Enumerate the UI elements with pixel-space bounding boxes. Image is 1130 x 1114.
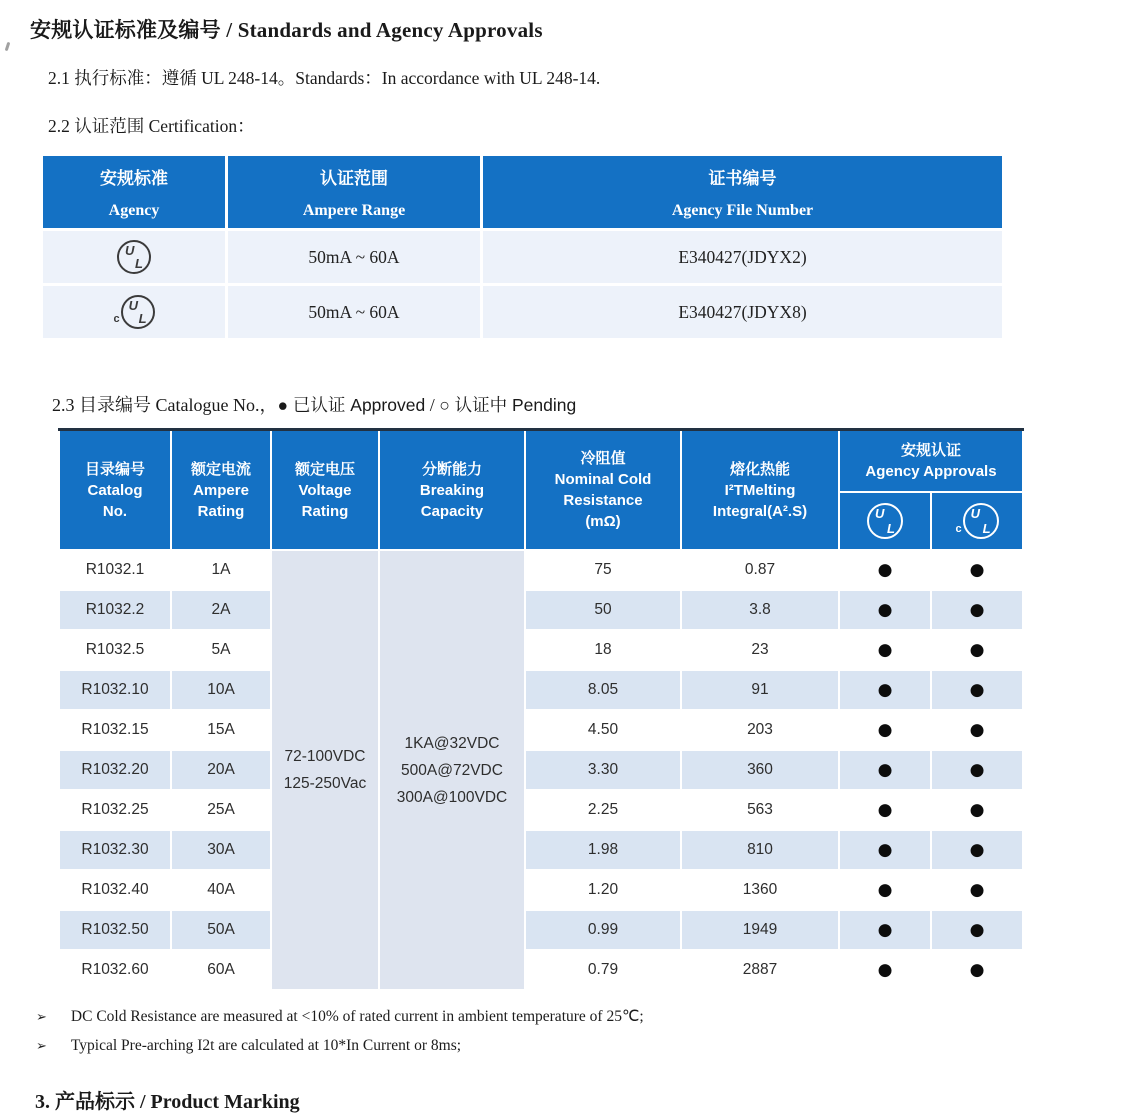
cert-header-range-en: Ampere Range xyxy=(302,202,406,219)
col-ampere-zh: 额定电流 xyxy=(190,460,251,478)
cell-breaking-merged xyxy=(379,550,525,990)
catalog-row-3 xyxy=(59,670,1023,710)
col-voltage-zh: 额定电压 xyxy=(294,460,355,478)
cert-row-cul xyxy=(42,285,1004,340)
catalog-row-10 xyxy=(59,950,1023,990)
cell-catalog: R1032.60 xyxy=(59,950,171,990)
ul-letter-l: L xyxy=(135,256,143,271)
certification-line: 2.2 认证范围 Certification： xyxy=(48,116,255,136)
ul-approval-dot: ● xyxy=(839,950,931,990)
cell-i2t: 360 xyxy=(681,750,839,790)
cert-header-row xyxy=(42,155,1004,230)
cell-i2t: 810 xyxy=(681,830,839,870)
col-cold-zh: 冷阻值 xyxy=(580,450,626,467)
cell-ampere: 5A xyxy=(171,630,271,670)
ul-approval-dot: ● xyxy=(839,870,931,910)
cert-cell-file-1: E340427(JDYX2) xyxy=(482,230,1004,285)
catalog-row-2 xyxy=(59,630,1023,670)
catalogue-table xyxy=(58,428,1024,991)
cell-cold: 4.50 xyxy=(525,710,681,750)
col-header-ul xyxy=(839,492,931,550)
cell-ampere: 40A xyxy=(171,870,271,910)
col-cold-en1: Nominal Cold xyxy=(554,471,652,488)
cell-cold: 75 xyxy=(525,550,681,590)
cul-approval-dot: ● xyxy=(931,950,1023,990)
cell-catalog: R1032.30 xyxy=(59,830,171,870)
col-voltage-en1: Voltage xyxy=(298,481,352,499)
cell-ampere: 60A xyxy=(171,950,271,990)
col-approvals-en: Agency Approvals xyxy=(865,463,997,480)
ul-approval-dot: ● xyxy=(839,670,931,710)
cul-approval-dot: ● xyxy=(931,630,1023,670)
note-text: DC Cold Resistance are measured at <10% of rated current in ambient temperature of 25℃; xyxy=(70,1008,644,1025)
col-voltage-en2: Rating xyxy=(301,502,349,520)
cell-catalog: R1032.5 xyxy=(59,630,171,670)
section2-title: 安规认证标准及编号 / Standards and Agency Approvals xyxy=(30,18,543,42)
ul-approval-dot: ● xyxy=(839,830,931,870)
cell-catalog: R1032.50 xyxy=(59,910,171,950)
cell-ampere: 25A xyxy=(171,790,271,830)
cell-catalog: R1032.15 xyxy=(59,710,171,750)
ul-approval-dot: ● xyxy=(839,550,931,590)
ul-approval-dot: ● xyxy=(839,710,931,750)
note-cold-resistance xyxy=(36,1007,1130,1026)
catalog-row-1 xyxy=(59,590,1023,630)
cert-cell-range-2: 50mA ~ 60A xyxy=(227,285,482,340)
cert-cell-file-2: E340427(JDYX8) xyxy=(482,285,1004,340)
col-i2t-en2: Integral(A².S) xyxy=(712,502,808,520)
cul-logo-icon xyxy=(113,295,154,329)
ul-approval-dot: ● xyxy=(839,910,931,950)
catalog-row-9 xyxy=(59,910,1023,950)
cell-i2t: 3.8 xyxy=(681,590,839,630)
col-i2t-zh: 熔化热能 xyxy=(729,460,790,478)
col-header-approvals xyxy=(839,430,1023,493)
cell-i2t: 2887 xyxy=(681,950,839,990)
catalog-row-0 xyxy=(59,550,1023,590)
ul-approval-dot: ● xyxy=(839,630,931,670)
cul-approval-dot: ● xyxy=(931,590,1023,630)
datasheet-page xyxy=(0,14,1130,1113)
catalog-row-8 xyxy=(59,870,1023,910)
note-text: Typical Pre-arching I2t are calculated at 10*In Current or 8ms; xyxy=(70,1037,462,1054)
col-cold-en2: Resistance xyxy=(563,492,643,509)
cell-catalog: R1032.1 xyxy=(59,550,171,590)
cell-i2t: 563 xyxy=(681,790,839,830)
col-catalog-en1: Catalog xyxy=(87,481,143,499)
cell-cold: 0.99 xyxy=(525,910,681,950)
cell-cold: 0.79 xyxy=(525,950,681,990)
col-i2t-en1: I²TMelting xyxy=(724,481,796,499)
pending-legend: ○ 认证中 Pending xyxy=(439,395,577,415)
cell-cold: 1.20 xyxy=(525,870,681,910)
col-ampere-en1: Ampere xyxy=(193,481,249,499)
col-header-ampere xyxy=(171,430,271,551)
catalogue-header-row-1 xyxy=(59,430,1023,493)
col-ampere-en2: Rating xyxy=(197,502,245,520)
cert-header-range-zh: 认证范围 xyxy=(320,169,388,188)
cul-letter-l: L xyxy=(138,311,147,326)
cul-approval-dot: ● xyxy=(931,870,1023,910)
cert-cell-range-1: 50mA ~ 60A xyxy=(227,230,482,285)
breaking-line1: 1KA@32VDC xyxy=(404,734,500,752)
cell-i2t: 203 xyxy=(681,710,839,750)
col-catalog-zh: 目录编号 xyxy=(84,460,145,478)
footnotes xyxy=(36,1007,1130,1055)
scan-edge-artifact xyxy=(5,42,11,51)
col-header-catalog xyxy=(59,430,171,551)
standards-line: 2.1 执行标准：遵循 UL 248-14。Standards：In accordance with UL 248-14. xyxy=(48,68,601,88)
cert-header-file-en: Agency File Number xyxy=(671,202,814,219)
catalog-row-6 xyxy=(59,790,1023,830)
ul-approval-dot: ● xyxy=(839,590,931,630)
cell-cold: 8.05 xyxy=(525,670,681,710)
cert-row-ul xyxy=(42,230,1004,285)
col-header-cold-resistance xyxy=(525,430,681,551)
cell-ampere: 15A xyxy=(171,710,271,750)
col-cold-en3: (mΩ) xyxy=(585,513,621,530)
cul-approval-dot: ● xyxy=(931,910,1023,950)
cell-ampere: 20A xyxy=(171,750,271,790)
cul-header-letter-u: U xyxy=(970,506,980,521)
ul-approval-dot: ● xyxy=(839,790,931,830)
note-prearching xyxy=(36,1037,1130,1055)
cert-header-ampere-range xyxy=(227,155,482,230)
col-header-voltage xyxy=(271,430,379,551)
ul-letter-u: U xyxy=(125,243,135,258)
section3-title: 3. 产品标示 / Product Marking xyxy=(35,1091,300,1113)
cul-letter-c: c xyxy=(113,313,120,325)
col-header-cul xyxy=(931,492,1023,550)
cell-catalog: R1032.40 xyxy=(59,870,171,910)
ul-approval-dot: ● xyxy=(839,750,931,790)
cell-ampere: 1A xyxy=(171,550,271,590)
cert-header-agency-en: Agency xyxy=(108,202,160,219)
catalog-row-7 xyxy=(59,830,1023,870)
cell-ampere: 50A xyxy=(171,910,271,950)
cul-header-letter-l: L xyxy=(982,521,991,536)
cert-cell-cul-logo xyxy=(42,285,227,340)
cell-ampere: 30A xyxy=(171,830,271,870)
arrow-bullet-icon: ➢ xyxy=(36,1039,47,1054)
catalogue-heading-prefix: 2.3 目录编号 Catalogue No.， xyxy=(52,395,278,415)
catalog-row-5 xyxy=(59,750,1023,790)
breaking-line3: 300A@100VDC xyxy=(396,788,508,806)
cul-approval-dot: ● xyxy=(931,670,1023,710)
ul-logo-icon xyxy=(117,240,151,274)
catalogue-heading xyxy=(52,391,1130,417)
cert-header-file-zh: 证书编号 xyxy=(708,169,777,188)
breaking-line2: 500A@72VDC xyxy=(401,761,503,779)
col-header-breaking xyxy=(379,430,525,551)
cell-i2t: 1949 xyxy=(681,910,839,950)
cell-cold: 2.25 xyxy=(525,790,681,830)
cell-catalog: R1032.10 xyxy=(59,670,171,710)
cul-header-letter-c: c xyxy=(955,523,962,535)
cert-header-agency-zh: 安规标准 xyxy=(100,169,168,188)
cell-cold: 1.98 xyxy=(525,830,681,870)
arrow-bullet-icon: ➢ xyxy=(36,1010,47,1025)
cell-voltage-merged xyxy=(271,550,379,990)
cert-cell-ul-logo xyxy=(42,230,227,285)
legend-separator: / xyxy=(425,395,440,415)
cell-cold: 18 xyxy=(525,630,681,670)
cul-header-logo-icon xyxy=(955,503,998,539)
cell-i2t: 91 xyxy=(681,670,839,710)
cell-catalog: R1032.20 xyxy=(59,750,171,790)
ul-header-logo-icon xyxy=(867,503,903,539)
col-breaking-en1: Breaking xyxy=(419,481,485,499)
col-breaking-zh: 分断能力 xyxy=(421,460,482,478)
cell-i2t: 23 xyxy=(681,630,839,670)
cul-approval-dot: ● xyxy=(931,830,1023,870)
catalog-row-4 xyxy=(59,710,1023,750)
cul-approval-dot: ● xyxy=(931,790,1023,830)
col-header-i2t xyxy=(681,430,839,551)
ul-header-letter-l: L xyxy=(887,521,895,536)
cell-i2t: 1360 xyxy=(681,870,839,910)
cul-letter-u: U xyxy=(128,298,138,313)
cert-header-agency xyxy=(42,155,227,230)
ul-header-letter-u: U xyxy=(875,506,885,521)
cul-approval-dot: ● xyxy=(931,710,1023,750)
cell-ampere: 10A xyxy=(171,670,271,710)
col-catalog-en2: No. xyxy=(102,502,128,520)
cul-approval-dot: ● xyxy=(931,750,1023,790)
cell-i2t: 0.87 xyxy=(681,550,839,590)
voltage-line1: 72-100VDC xyxy=(284,748,366,765)
voltage-line2: 125-250Vac xyxy=(283,775,367,792)
cell-cold: 50 xyxy=(525,590,681,630)
cell-ampere: 2A xyxy=(171,590,271,630)
cell-catalog: R1032.25 xyxy=(59,790,171,830)
cert-header-file-number xyxy=(482,155,1004,230)
approved-legend: ● 已认证 Approved xyxy=(277,395,426,415)
certification-table xyxy=(40,153,1005,341)
col-breaking-en2: Capacity xyxy=(420,502,484,520)
col-approvals-zh: 安规认证 xyxy=(900,442,961,459)
cul-approval-dot: ● xyxy=(931,550,1023,590)
cell-catalog: R1032.2 xyxy=(59,590,171,630)
cell-cold: 3.30 xyxy=(525,750,681,790)
